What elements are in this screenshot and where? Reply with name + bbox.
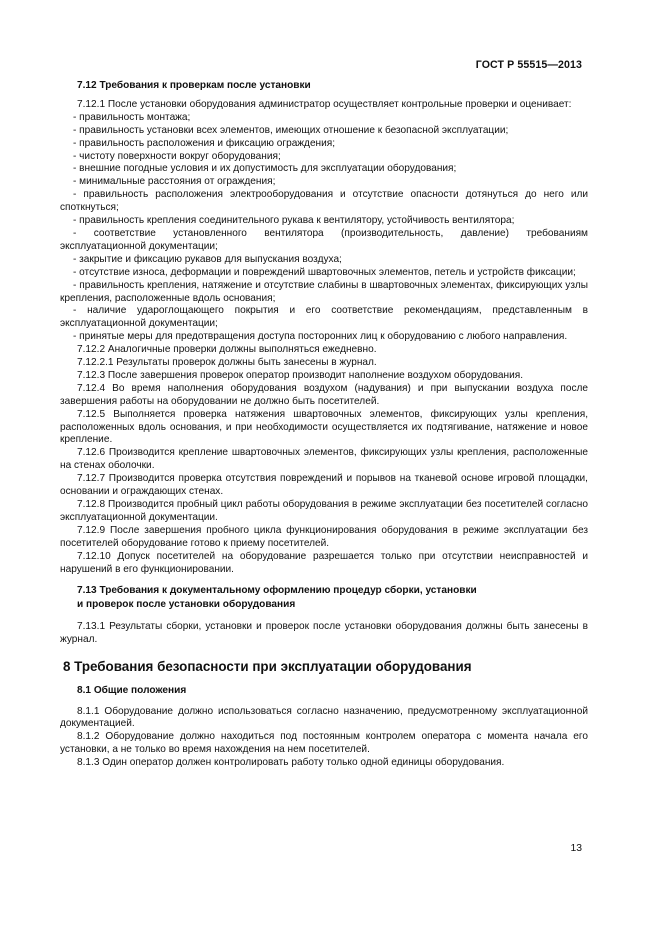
paragraph-8-1-3: 8.1.3 Один оператор должен контролировать работу только одной единицы оборудования. [77,757,505,769]
page-body [60,80,588,770]
paragraph-8-1-2: 8.1.2 Оборудование должно находиться под постоянным контролем оператора с момента начала его установки, а не только во время нахождения на нем посетителей. [60,731,588,756]
paragraph-7-12-8: 7.12.8 Производится пробный цикл работы оборудования в режиме эксплуатации без посетителей согласно эксплуатационной документации. [60,499,588,523]
paragraph-7-12-3: 7.12.3 После завершения проверок оператор производит наполнение воздухом оборудования. [77,369,524,381]
list-item: - отсутствие износа, деформации и повреждений швартовочных элементов, петель и устройств фиксации; [73,266,576,278]
paragraph-7-12-5: 7.12.5 Выполняется проверка натяжения швартовочных элементов, фиксирующих узлы крепления, расположенных вдоль основания, и при необходимости осуществляется их подтягивание, натяжение и новое крепление. [60,408,588,446]
paragraph-8-1-1: 8.1.1 Оборудование должно использоваться согласно назначению, предусмотренному эксплуатационной документацией. [60,705,588,730]
list-item: - правильность монтажа; [73,111,191,123]
paragraph-7-12-10: 7.12.10 Допуск посетителей на оборудование разрешается только при отсутствии неисправностей и нарушений в его функционировании. [60,550,588,575]
list-item: - соответствие установленного вентилятора (производительность, давление) требованиям эксплуатационной документации; [60,227,588,252]
checklist [60,112,588,344]
list-item: - закрытие и фиксацию рукавов для выпускания воздуха; [73,253,342,265]
paragraph-7-12-4: 7.12.4 Во время наполнения оборудования воздухом (надувания) и при выпускании воздуха после завершения работы на оборудовании не должно быть посетителей. [60,382,588,407]
list-item: - минимальные расстояния от ограждения; [73,176,276,188]
paragraph-7-12-2-1: 7.12.2.1 Результаты проверок должны быть занесены в журнал. [77,357,377,369]
paragraph-7-12-2: 7.12.2 Аналогичные проверки должны выполняться ежедневно. [77,344,377,356]
paragraph-7-12-7: 7.12.7 Производится проверка отсутствия повреждений и порывов на тканевой основе игровой площадки, основании и ограждающих стенах. [60,473,588,498]
section-8-1-heading: 8.1 Общие положения [77,684,187,696]
section-8-heading: 8 Требования безопасности при эксплуатации оборудования [63,658,472,674]
list-item: - правильность крепления соединительного рукава к вентилятору, устойчивость вентилятора; [73,215,515,227]
list-item: - правильность расположения и фиксацию ограждения; [73,137,336,149]
paragraph-7-12-6: 7.12.6 Производится крепление швартовочных элементов, фиксирующих узлы крепления, расположенные на стенах оболочки. [60,447,588,472]
list-item: - правильность крепления, натяжение и отсутствие слабины в швартовочных элементах, фиксирующих узлы крепления, расположенные вдоль основания; [60,279,588,304]
list-item: - внешние погодные условия и их допустимость для эксплуатации оборудования; [73,163,457,175]
section-7-12-heading: 7.12 Требования к проверкам после установки [77,80,311,91]
list-item: - чистоту поверхности вокруг оборудования; [73,150,281,162]
list-item: - правильность расположения электрооборудования и отсутствие опасности дотянуться до него или споткнуться; [60,189,588,214]
list-item: - принятые меры для предотвращения доступа посторонних лиц к оборудованию с любого направления. [73,331,568,343]
paragraph-7-13-1: 7.13.1 Результаты сборки, установки и проверок после установки оборудования должны быть занесены в журнал. [60,620,588,645]
section-7-12-1-intro: 7.12.1 После установки оборудования администратор осуществляет контрольные проверки и оценивает: [77,98,572,110]
section-7-13-heading-line2: и проверок после установки оборудования [77,598,296,610]
paragraph-7-12-9: 7.12.9 После завершения пробного цикла функционирования оборудования в режиме эксплуатации без посетителей оборудование готово к приему посетителей. [60,524,588,549]
document-code: ГОСТ Р 55515—2013 [475,59,582,71]
page-number: 13 [570,843,582,854]
list-item: - наличие удароглощающего покрытия и его соответствие рекомендациям, представленным в эксплуатационной документации; [60,305,588,330]
section-7-13-heading-line1: 7.13 Требования к документальному оформлению процедур сборки, установки [77,585,477,597]
list-item: - правильность установки всех элементов, имеющих отношение к безопасной эксплуатации; [73,124,509,136]
